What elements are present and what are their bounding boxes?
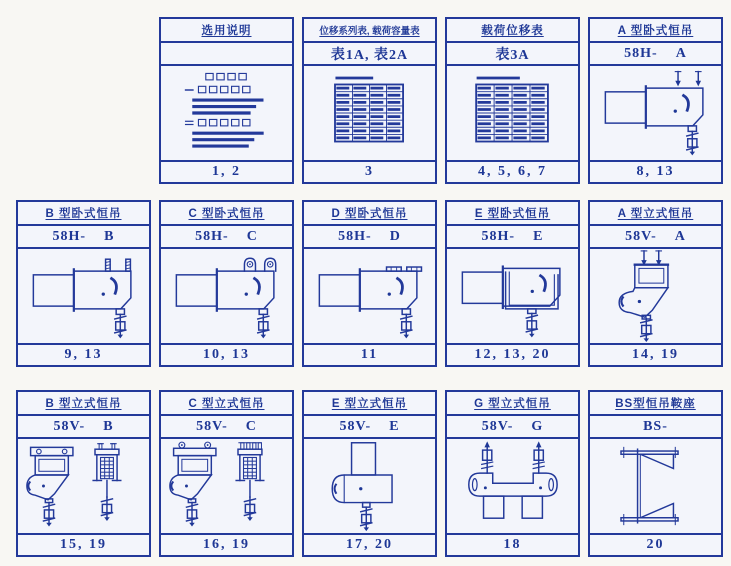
model-number xyxy=(590,416,721,439)
panel-title: A 型立式恒吊 xyxy=(590,202,721,226)
model-prefix: 58H- xyxy=(481,228,516,244)
model-prefix: 58V- xyxy=(625,228,657,244)
model-prefix: 58H- xyxy=(338,228,372,244)
panel-type-b-vertical xyxy=(16,390,151,557)
model-number xyxy=(590,226,721,249)
horizontal-hanger-type-d-figure xyxy=(306,250,433,342)
bs-saddle-figure xyxy=(592,440,719,532)
panel-figure xyxy=(18,439,149,533)
panel-subtitle xyxy=(447,43,578,66)
panel-title: C 型立式恒吊 xyxy=(161,392,292,416)
page-numbers: 17, 20 xyxy=(304,533,435,555)
model-prefix: 58H- xyxy=(195,228,229,244)
panel-title: 载荷位移表 xyxy=(447,19,578,43)
panel-figure xyxy=(447,439,578,533)
panel-title: G 型立式恒吊 xyxy=(447,392,578,416)
panel-title: B 型立式恒吊 xyxy=(18,392,149,416)
model-letter: C xyxy=(246,228,258,244)
panel-type-e-vertical xyxy=(302,390,437,557)
panel-figure xyxy=(590,249,721,343)
model-number xyxy=(447,416,578,439)
panel-figure xyxy=(304,66,435,160)
page-numbers: 4, 5, 6, 7 xyxy=(447,160,578,182)
panel-bs-saddle xyxy=(588,390,723,557)
horizontal-hanger-type-b-figure xyxy=(20,250,147,342)
vertical-hanger-type-e-figure xyxy=(306,440,433,532)
vertical-hanger-type-a-figure xyxy=(592,250,719,342)
panel-title: E 型立式恒吊 xyxy=(304,392,435,416)
panel-type-g-vertical xyxy=(445,390,580,557)
panel-load-displacement-table xyxy=(445,17,580,184)
subtitle-text: 表3A xyxy=(495,47,530,63)
subtitle-text: 表1A, 表2A xyxy=(330,47,409,63)
panel-type-a-vertical xyxy=(588,200,723,367)
panel-figure xyxy=(590,66,721,160)
page-numbers: 20 xyxy=(590,533,721,555)
panel-title: A 型卧式恒吊 xyxy=(590,19,721,43)
model-number xyxy=(161,226,292,249)
page-numbers: 10, 13 xyxy=(161,343,292,365)
panel-title: 位移系列表, 载荷容量表 xyxy=(304,19,435,43)
horizontal-hanger-type-a-figure xyxy=(592,67,719,159)
vertical-hanger-type-b-figure xyxy=(20,440,147,532)
data-table-figure xyxy=(306,67,433,159)
model-letter: G xyxy=(531,418,544,434)
usage-notes-text-figure xyxy=(163,67,290,159)
panel-figure xyxy=(590,439,721,533)
model-number xyxy=(590,43,721,66)
page-numbers: 12, 13, 20 xyxy=(447,343,578,365)
page-numbers: 8, 13 xyxy=(590,160,721,182)
model-letter: D xyxy=(389,228,401,244)
page-numbers: 14, 19 xyxy=(590,343,721,365)
page-numbers: 11 xyxy=(304,343,435,365)
page-numbers: 18 xyxy=(447,533,578,555)
model-number xyxy=(18,416,149,439)
page-numbers: 3 xyxy=(304,160,435,182)
panel-figure xyxy=(161,439,292,533)
panel-title: BS型恒吊鞍座 xyxy=(590,392,721,416)
model-letter: E xyxy=(533,228,544,244)
panel-figure xyxy=(304,249,435,343)
panel-type-d-horizontal xyxy=(302,200,437,367)
model-prefix: 58V- xyxy=(339,418,372,434)
panel-type-b-horizontal xyxy=(16,200,151,367)
panel-series-capacity-tables xyxy=(302,17,437,184)
panel-title: 选用说明 xyxy=(161,19,292,43)
model-prefix: 58H- xyxy=(52,228,87,244)
panel-figure xyxy=(447,66,578,160)
panel-figure xyxy=(161,249,292,343)
vertical-hanger-type-g-figure xyxy=(449,440,576,532)
model-letter: C xyxy=(245,418,257,434)
panel-figure xyxy=(18,249,149,343)
horizontal-hanger-type-c-figure xyxy=(163,250,290,342)
model-prefix: 58V- xyxy=(196,418,228,434)
model-prefix: BS- xyxy=(643,418,668,434)
model-prefix: 58H- xyxy=(624,45,658,61)
panel-type-e-horizontal xyxy=(445,200,580,367)
model-number xyxy=(447,226,578,249)
panel-figure xyxy=(304,439,435,533)
model-letter: E xyxy=(389,418,400,434)
panel-title: D 型卧式恒吊 xyxy=(304,202,435,226)
panel-figure xyxy=(447,249,578,343)
panel-figure xyxy=(161,66,292,160)
panel-title: C 型卧式恒吊 xyxy=(161,202,292,226)
panel-type-c-horizontal xyxy=(159,200,294,367)
vertical-hanger-type-c-figure xyxy=(163,440,290,532)
panel-subtitle xyxy=(161,43,292,66)
panel-type-a-horizontal xyxy=(588,17,723,184)
model-letter: B xyxy=(104,228,115,244)
page-numbers: 16, 19 xyxy=(161,533,292,555)
model-prefix: 58V- xyxy=(481,418,514,434)
panel-type-c-vertical xyxy=(159,390,294,557)
page-numbers: 1, 2 xyxy=(161,160,292,182)
model-number xyxy=(304,226,435,249)
model-number xyxy=(18,226,149,249)
panel-subtitle xyxy=(304,43,435,66)
model-letter: B xyxy=(103,418,114,434)
model-letter: A xyxy=(675,45,687,61)
horizontal-hanger-type-e-figure xyxy=(449,250,576,342)
panel-usage-notes xyxy=(159,17,294,184)
data-table-figure xyxy=(449,67,576,159)
model-prefix: 58V- xyxy=(53,418,86,434)
model-number xyxy=(161,416,292,439)
model-number xyxy=(304,416,435,439)
panel-title: E 型卧式恒吊 xyxy=(447,202,578,226)
page-numbers: 9, 13 xyxy=(18,343,149,365)
page-numbers: 15, 19 xyxy=(18,533,149,555)
panel-title: B 型卧式恒吊 xyxy=(18,202,149,226)
model-letter: A xyxy=(674,228,686,244)
